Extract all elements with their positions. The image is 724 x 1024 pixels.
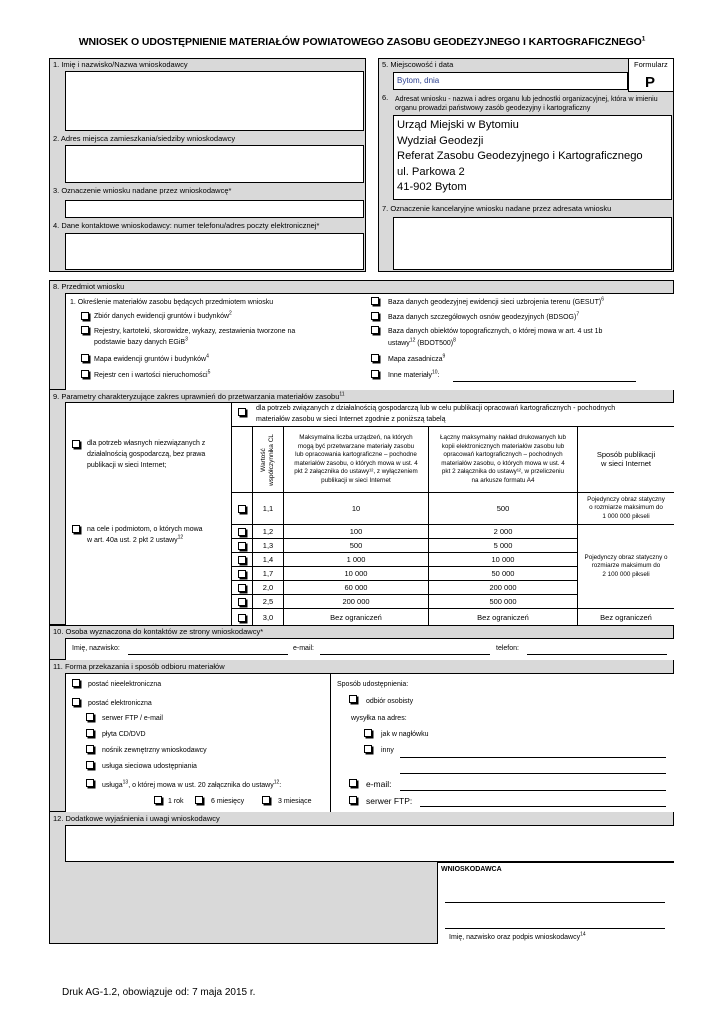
section-9-label: 9. Parametry charakteryzujące zakres uprawnień do przetwarzania materiałów zasobu$^{11}$: [53, 391, 345, 401]
field-6-number: 6.: [382, 93, 389, 102]
field-3-label: 3. Oznaczenie wniosku nadane przez wnioskodawcę*: [53, 186, 232, 195]
section-10-body: [65, 638, 674, 660]
egib-map-text: Mapa ewidencji gruntów i budynków$^4$: [94, 353, 209, 363]
own-use-text: dla potrzeb własnych niezwiązanych z działalnością gospodarczą, bez prawa publikacji w sieci Internet;: [87, 440, 206, 469]
row-5-cl: 1,7: [253, 567, 284, 581]
other-address-line-1[interactable]: [400, 757, 666, 758]
section-10-label: 10. Osoba wyznaczona do kontaktów ze strony wnioskodawcy*: [53, 627, 264, 636]
other-materials-checkbox[interactable]: [371, 370, 379, 378]
row-1-print: 500: [429, 493, 578, 525]
egib-registers-text-2: podstawie bazy danych EGiB$^3$: [94, 336, 188, 346]
cd-dvd-checkbox[interactable]: [86, 729, 94, 737]
row-8-checkbox[interactable]: [238, 614, 246, 622]
addressee-line-5: 41-902 Bytom: [397, 181, 467, 193]
addressee-line-3: Referat Zasobu Geodezyjnego i Kartograficznego: [397, 150, 643, 162]
row-7-devices: 200 000: [284, 595, 429, 609]
row-2-devices: 100: [284, 525, 429, 539]
ftp-delivery-line[interactable]: [420, 806, 666, 807]
own-use-checkbox[interactable]: [72, 440, 80, 448]
row-5-checkbox[interactable]: [238, 570, 246, 578]
field-7-label: 7. Oznaczenie kancelaryjne wniosku nadane przez adresata wniosku: [382, 204, 612, 213]
ftp-delivery-checkbox[interactable]: [349, 796, 357, 804]
service-checkbox[interactable]: [86, 779, 94, 787]
period-1-year-text: 1 rok: [168, 798, 184, 805]
row-3-check-cell: [232, 539, 253, 553]
form-code-label: Formularz: [634, 60, 668, 69]
service-text: usługa$^{13}$, o której mowa w ust. 20 załącznika do ustawy$^{12}$:: [102, 779, 282, 789]
egib-map-checkbox[interactable]: [81, 354, 89, 362]
footer-print-code: Druk AG-1.2, obowiązuje od: 7 maja 2015 r.: [62, 987, 256, 998]
registry-mark-placeholder: Pole wypełnia adresat wniosku: [562, 258, 665, 267]
row-2-cl: 1,2: [253, 525, 284, 539]
row-1-checkbox[interactable]: [238, 505, 246, 513]
period-6-months-checkbox[interactable]: [195, 796, 203, 804]
contact-phone-label: telefon:: [496, 645, 519, 652]
ftp-email-text: serwer FTP / e-mail: [102, 715, 163, 722]
row-3-devices: 500: [284, 539, 429, 553]
applicant-contact-input[interactable]: [65, 233, 364, 270]
row-6-devices: 60 000: [284, 581, 429, 595]
section-11-body: [65, 673, 674, 812]
row-1-check-cell: [232, 493, 253, 525]
form-code-value: P: [645, 74, 656, 91]
contact-email-input[interactable]: [320, 654, 490, 655]
rows-2-7-publication: Pojedynczy obraz statyczny o rozmiarze maksimum do 2 100 000 pikseli: [578, 525, 674, 609]
row-6-print: 200 000: [429, 581, 578, 595]
place-date-input[interactable]: [393, 72, 628, 90]
row-7-cl: 2,5: [253, 595, 284, 609]
addressee-line-1: Urząd Miejski w Bytomiu: [397, 119, 519, 131]
period-3-months-text: 3 miesiące: [278, 798, 312, 805]
section-12-label: 12. Dodatkowe wyjaśnienia i uwagi wnioskodawcy: [53, 814, 220, 823]
registry-mark-input[interactable]: [393, 217, 672, 270]
applicant-signature-box: [437, 862, 674, 944]
row-4-checkbox[interactable]: [238, 556, 246, 564]
gesut-checkbox[interactable]: [371, 297, 379, 305]
row-3-cl: 1,3: [253, 539, 284, 553]
field-1-label: 1. Imię i nazwisko/Nazwa wnioskodawcy: [53, 60, 188, 69]
row-1-devices: 10: [284, 493, 429, 525]
signature-caption: Imię, nazwisko oraz podpis wnioskodawcy$^{14}$: [449, 931, 586, 941]
email-delivery-checkbox[interactable]: [349, 779, 357, 787]
non-electronic-checkbox[interactable]: [72, 679, 80, 687]
signature-line-1[interactable]: [445, 902, 665, 903]
row-8-cl: 3,0: [253, 609, 284, 626]
email-delivery-text: e-mail:: [366, 779, 392, 789]
as-header-text: jak w nagłówku: [381, 731, 429, 738]
field-4-label: 4. Dane kontaktowe wnioskodawcy: numer telefonu/adres poczty elektronicznej*: [53, 221, 320, 230]
header-publication-cell: Sposób publikacji w sieci Internet: [578, 427, 674, 493]
place-date-value: Bytom, dnia: [397, 76, 440, 85]
row-6-check-cell: [232, 581, 253, 595]
contact-name-input[interactable]: [128, 654, 288, 655]
row-8-print: Bez ograniczeń: [429, 609, 578, 626]
public-use-text: na cele i podmiotom, o których mowa w art. 40a ust. 2 pkt 2 ustawy$^{12}$: [87, 526, 203, 544]
commercial-use-text-2: materiałów zasobu w sieci Internet zgodnie z poniższą tabelą: [256, 416, 446, 423]
external-media-text: nośnik zewnętrzny wnioskodawcy: [102, 747, 207, 754]
sharing-label: Sposób udostępnienia:: [337, 681, 409, 688]
network-service-text: usługa sieciowa udostępniania: [102, 763, 197, 770]
bdsog-checkbox[interactable]: [371, 312, 379, 320]
electronic-text: postać elektroniczna: [88, 700, 152, 707]
bdot500-text-2: ustawy$^{12}$ (BDOT500)$^8$: [388, 337, 456, 347]
as-header-checkbox[interactable]: [364, 729, 372, 737]
egib-dataset-checkbox[interactable]: [81, 312, 89, 320]
signature-line-2[interactable]: [445, 928, 665, 929]
row-8-devices: Bez ograniczeń: [284, 609, 429, 626]
base-map-checkbox[interactable]: [371, 354, 379, 362]
applicant-title: WNIOSKODAWCA: [441, 866, 502, 873]
base-map-text: Mapa zasadnicza$^9$: [388, 353, 446, 363]
row-2-print: 2 000: [429, 525, 578, 539]
pickup-text: odbiór osobisty: [366, 698, 414, 705]
row-7-checkbox[interactable]: [238, 598, 246, 606]
other-materials-text: Inne materiały$^{10}$:: [388, 369, 440, 379]
field-6-label: Adresat wniosku - nazwa i adres organu lub jednostki organizacyjnej, która w imieniu organu prowadzi państwowy zasób geodezyjny i kartograficzny: [395, 96, 658, 112]
row-4-print: 10 000: [429, 553, 578, 567]
applicant-address-input[interactable]: [65, 145, 364, 183]
row-7-print: 500 000: [429, 595, 578, 609]
header-cl-cell: Wartość współczynnika CL: [253, 427, 284, 493]
ftp-delivery-text: serwer FTP:: [366, 796, 413, 806]
non-electronic-text: postać nieelektroniczna: [88, 681, 162, 688]
other-address-text: inny: [381, 747, 394, 754]
egib-registers-checkbox[interactable]: [81, 326, 89, 334]
network-service-checkbox[interactable]: [86, 761, 94, 769]
row-6-checkbox[interactable]: [238, 584, 246, 592]
bdsog-text: Baza danych szczegółowych osnów geodezyjnych (BDSOG)$^7$: [388, 311, 580, 321]
contact-phone-input[interactable]: [527, 654, 667, 655]
form-title: WNIOSEK O UDOSTĘPNIENIE MATERIAŁÓW POWIATOWEGO ZASOBU GEODEZYJNEGO I KARTOGRAFICZNEGO$^1$: [78, 35, 646, 48]
external-media-checkbox[interactable]: [86, 745, 94, 753]
price-register-checkbox[interactable]: [81, 370, 89, 378]
row-3-print: 5 000: [429, 539, 578, 553]
row-5-devices: 10 000: [284, 567, 429, 581]
applicant-name-input[interactable]: [65, 71, 364, 131]
pickup-checkbox[interactable]: [349, 695, 357, 703]
section-8-intro: 1. Określenie materiałów zasobu będących przedmiotem wniosku: [70, 299, 274, 306]
row-4-devices: 1 000: [284, 553, 429, 567]
addressee-line-2: Wydział Geodezji: [397, 134, 484, 147]
row-3-checkbox[interactable]: [238, 542, 246, 550]
egib-registers-text: Rejestry, kartoteki, skorowidze, wykazy, zestawienia tworzone na: [94, 328, 296, 335]
row-4-check-cell: [232, 553, 253, 567]
cd-dvd-text: płyta CD/DVD: [102, 731, 146, 738]
contact-email-label: e-mail:: [293, 645, 315, 652]
section-8-label: 8. Przedmiot wniosku: [53, 282, 125, 291]
commercial-use-text-1: dla potrzeb związanych z działalnością gospodarczą lub w celu publikacji opracowań kartograficznych - pochodnych: [256, 405, 616, 412]
row-1-publication: Pojedynczy obraz statyczny o rozmiarze maksimum do 1 000 000 pikseli: [578, 493, 674, 525]
addressee-line-4: ul. Parkowa 2: [397, 165, 465, 178]
addressee-input[interactable]: [393, 115, 672, 200]
license-table: [232, 426, 674, 625]
header-devices-cell: Maksymalna liczba urządzeń, na których mogą być przetwarzane materiały zasobu lub opracowania kartograficzne – pochodne materiałów zasobu, o których mowa w ust. 4 pkt 2 załącznika do ustawy¹², z wyłączeniem publikacji w sieci Internet: [284, 427, 429, 493]
other-address-line-2[interactable]: [400, 773, 666, 774]
bdot500-checkbox[interactable]: [371, 326, 379, 334]
mail-to-label: wysyłka na adres:: [351, 715, 407, 722]
remarks-input[interactable]: [65, 825, 674, 862]
header-checkbox-cell: [232, 427, 253, 493]
row-2-check-cell: [232, 525, 253, 539]
commercial-use-checkbox[interactable]: [238, 408, 246, 416]
period-3-months-checkbox[interactable]: [262, 796, 270, 804]
ftp-email-checkbox[interactable]: [86, 713, 94, 721]
contact-name-label: Imię, nazwisko:: [72, 645, 120, 652]
row-2-checkbox[interactable]: [238, 528, 246, 536]
field-5-label: 5. Miejscowość i data: [382, 60, 454, 69]
bdot500-text: Baza danych obiektów topograficznych, o której mowa w art. 4 ust 1b: [388, 328, 603, 335]
row-6-cl: 2,0: [253, 581, 284, 595]
field-2-label: 2. Adres miejsca zamieszkania/siedziby wnioskodawcy: [53, 134, 236, 143]
row-5-print: 50 000: [429, 567, 578, 581]
section-11-divider: [330, 673, 331, 812]
row-7-check-cell: [232, 595, 253, 609]
row-1-cl: 1,1: [253, 493, 284, 525]
row-4-cl: 1,4: [253, 553, 284, 567]
egib-dataset-text: Zbiór danych ewidencji gruntów i budynków$^2$: [94, 310, 232, 320]
other-materials-line[interactable]: [453, 381, 636, 382]
section-11-label: 11. Forma przekazania i sposób odbioru materiałów: [53, 662, 225, 671]
other-address-checkbox[interactable]: [364, 745, 372, 753]
header-print-cell: Łączny maksymalny nakład drukowanych lub kopii elektronicznych materiałów zasobu lub opracowań kartograficznych – pochodnych materiałów zasobu, o których mowa w ust. 4 pkt 2 załącznika do ustawy¹², w przeliczeniu na arkusze formatu A4: [429, 427, 578, 493]
public-use-checkbox[interactable]: [72, 525, 80, 533]
row-8-publication: Bez ograniczeń: [600, 613, 652, 622]
applicant-reference-input[interactable]: [65, 200, 364, 218]
gesut-text: Baza danych geodezyjnej ewidencji sieci uzbrojenia terenu (GESUT)$^6$: [388, 296, 605, 306]
electronic-checkbox[interactable]: [72, 698, 80, 706]
price-register-text: Rejestr cen i wartości nieruchomości$^5$: [94, 369, 211, 379]
row-8-check-cell: [232, 609, 253, 626]
email-delivery-line[interactable]: [400, 790, 666, 791]
row-5-check-cell: [232, 567, 253, 581]
period-1-year-checkbox[interactable]: [154, 796, 162, 804]
period-6-months-text: 6 miesięcy: [211, 798, 245, 805]
